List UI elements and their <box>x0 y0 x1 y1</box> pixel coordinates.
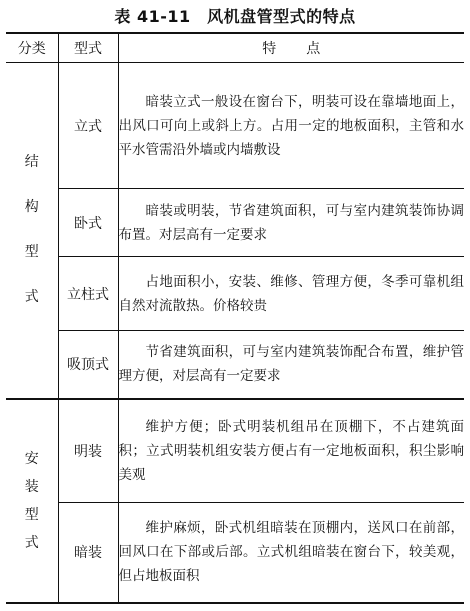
type-cell: 立式 <box>58 63 118 189</box>
features-cell: 节省建筑面积，可与室内建筑装饰配合布置，维护管理方便，对层高有一定要求 <box>118 331 464 399</box>
table-row <box>6 503 464 603</box>
features-cell: 暗装或明装，节省建筑面积，可与室内建筑装饰协调布置。对层高有一定要求 <box>118 189 464 257</box>
table-row <box>6 331 464 399</box>
features-cell: 维护方便；卧式明装机组吊在顶棚下，不占建筑面积；立式明装机组安装方便占有一定地板面积，积尘影响美观 <box>118 399 464 503</box>
header-row <box>6 33 464 63</box>
feature-table <box>6 32 464 604</box>
table-row <box>6 399 464 503</box>
table-row <box>6 257 464 331</box>
header-features: 特点 <box>118 33 464 63</box>
category-cell-structure <box>6 63 58 399</box>
features-cell: 占地面积小，安装、维修、管理方便，冬季可靠机组自然对流散热。价格较贵 <box>118 257 464 331</box>
table-row <box>6 189 464 257</box>
type-cell: 吸顶式 <box>58 331 118 399</box>
table-title: 表 41-11 风机盘管型式的特点 <box>114 7 356 26</box>
category-cell-installation <box>6 399 58 603</box>
type-cell: 卧式 <box>58 189 118 257</box>
header-type: 型式 <box>58 33 118 63</box>
features-cell: 维护麻烦，卧式机组暗装在顶棚内，送风口在前部，回风口在下部或后部。立式机组暗装在窗台下，较美观，但占地板面积 <box>118 503 464 603</box>
type-cell: 暗装 <box>58 503 118 603</box>
header-category: 分类 <box>6 33 58 63</box>
type-cell: 明装 <box>58 399 118 503</box>
category-label: 结构型式 <box>24 154 39 306</box>
table-row <box>6 63 464 189</box>
category-label: 安装型式 <box>24 450 39 551</box>
features-cell: 暗装立式一般设在窗台下，明装可设在靠墙地面上，出风口可向上或斜上方。占用一定的地板面积，主管和水平水管需沿外墙或内墙敷设 <box>118 63 464 189</box>
type-cell: 立柱式 <box>58 257 118 331</box>
